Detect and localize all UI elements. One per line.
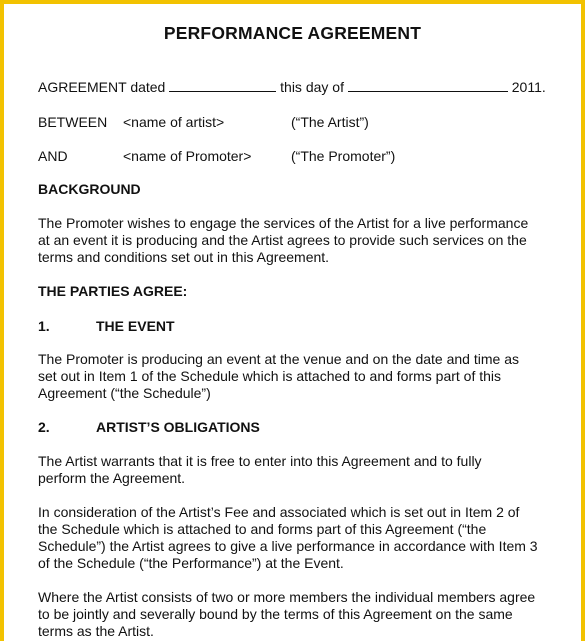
artist-role: (“The Artist”) [291,114,369,130]
between-label: BETWEEN [38,114,108,130]
document-title: PERFORMANCE AGREEMENT [163,23,422,43]
section-2-paragraph-2 [38,504,548,572]
agreement-dated-line [38,79,546,96]
paragraph-line: at an event it is producing and the Artist agrees to provide such services on the [38,232,527,248]
artist-name-placeholder: <name of artist> [123,114,225,130]
paragraph-line: to be jointly and severally bound by the terms of this Agreement on the same [38,606,513,622]
year-label: 2011. [511,79,546,95]
paragraph-line: the Schedule which is attached to and forms part of this Agreement (“the [38,521,487,537]
parties-agree-heading: THE PARTIES AGREE: [38,283,188,299]
paragraph-line: terms and conditions set out in this Agreement. [38,249,330,265]
section-2-paragraph-1 [38,453,548,487]
paragraph-line: Agreement (“the Schedule”) [38,385,211,401]
and-label: AND [38,148,68,164]
promoter-name-placeholder: <name of Promoter> [123,148,252,164]
section-1-paragraph [38,351,548,402]
paragraph-line: of the Schedule (“the Performance”) at the Event. [38,555,344,571]
day-of-label: this day of [280,79,344,95]
section-1-number: 1. [38,318,50,334]
month-blank [348,79,508,92]
paragraph-line: terms as the Artist. [38,623,154,639]
paragraph-line: perform the Agreement. [38,470,186,486]
agreement-dated-label: AGREEMENT dated [38,79,166,95]
paragraph-line: The Promoter wishes to engage the services of the Artist for a live performance [38,215,529,231]
section-2-heading: ARTIST’S OBLIGATIONS [96,419,260,435]
section-1-heading: THE EVENT [96,318,175,334]
paragraph-line: The Promoter is producing an event at the venue and on the date and time as [38,351,519,367]
date-blank [169,79,276,92]
paragraph-line: set out in Item 1 of the Schedule which is attached to and forms part of this [38,368,502,384]
section-2-paragraph-3 [38,589,548,640]
paragraph-line: Where the Artist consists of two or more members the individual members agree [38,589,536,605]
background-heading: BACKGROUND [38,181,141,197]
paragraph-line: Schedule”) the Artist agrees to give a live performance in accordance with Item 3 [38,538,538,554]
promoter-role: (“The Promoter”) [291,148,396,164]
section-2-number: 2. [38,419,50,435]
paragraph-line: In consideration of the Artist’s Fee and associated which is set out in Item 2 of [38,504,520,520]
background-paragraph [38,215,548,266]
paragraph-line: The Artist warrants that it is free to enter into this Agreement and to fully [38,453,482,469]
